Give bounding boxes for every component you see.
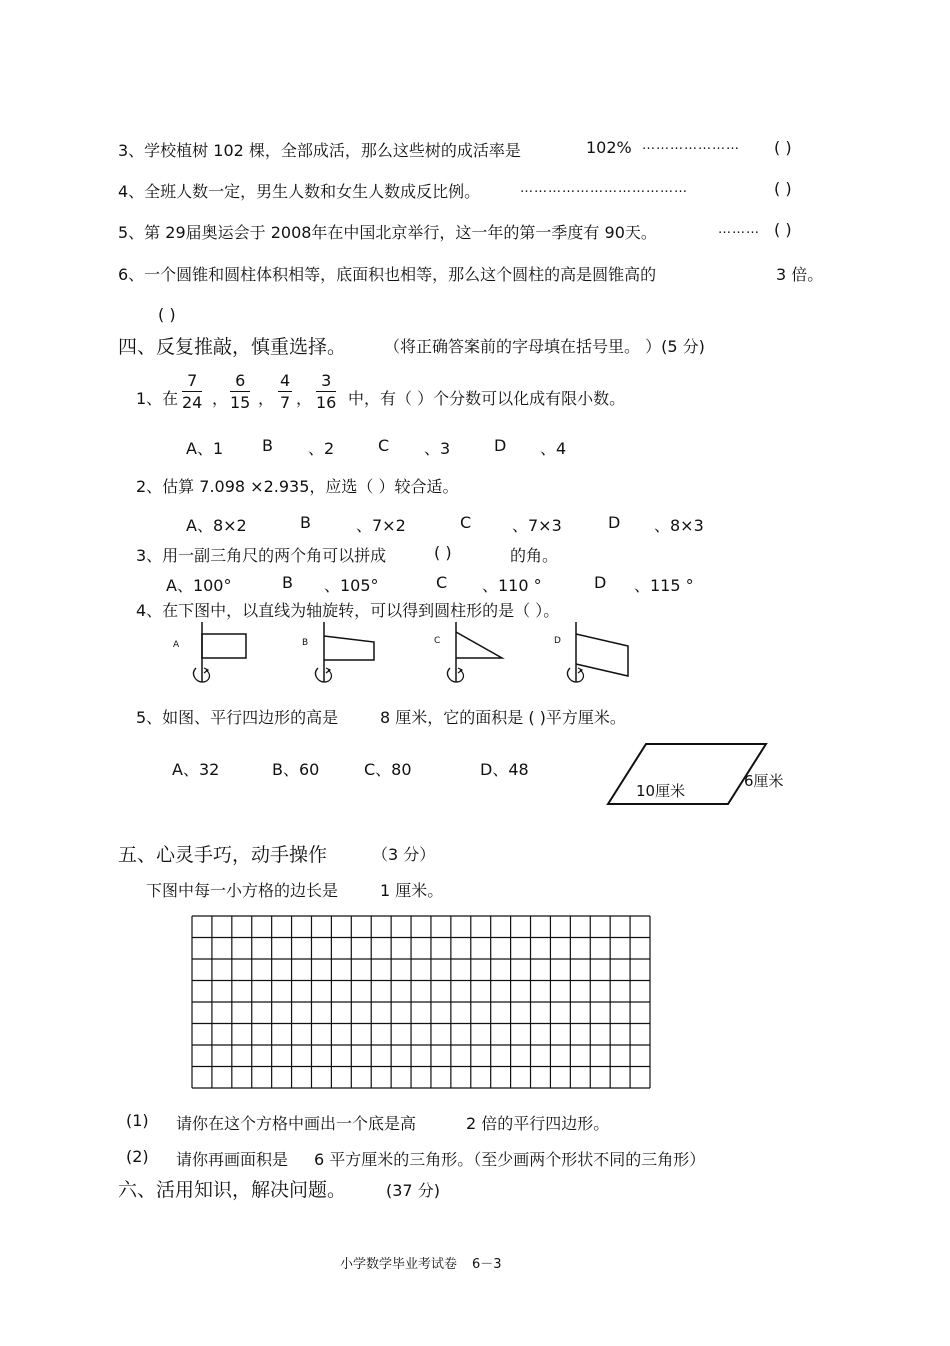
question-4-5-value: 8 厘米，它的面积是 ( )平方厘米。 [380,708,626,727]
figure-label: A [173,640,180,650]
square-grid[interactable] [191,915,651,1089]
option[interactable]: B [300,513,311,532]
task-1: 请你在这个方格中画出一个底是高 [176,1114,417,1133]
answer-paren[interactable]: ( ) [774,179,792,198]
section-title-4: 四、反复推敲，慎重选择。 [118,336,347,358]
question-3-3-value: 102% [586,138,632,157]
option[interactable]: 、115 ° [634,576,694,595]
denominator: 24 [182,393,203,412]
figure-d-parallelogram [564,620,644,690]
option[interactable]: B [262,436,273,455]
option[interactable]: 、110 ° [482,576,542,595]
separator: ， [258,389,275,408]
option[interactable]: D [608,513,621,532]
question-4-3-suffix: 的角。 [510,546,559,565]
figure-a-rectangle [190,620,260,690]
option[interactable]: 、4 [540,439,567,458]
option[interactable]: 、7×2 [356,516,406,535]
answer-paren[interactable]: ( ) [158,305,176,324]
base-label: 10厘米 [636,782,686,800]
answer-paren[interactable]: ( ) [774,220,792,239]
question-3-6-value: 3 倍。 [776,265,824,284]
option[interactable]: D [594,573,607,592]
fraction [278,373,292,411]
fraction [182,373,202,411]
section-score-6: (37 分) [386,1181,440,1200]
question-3-6: 6、一个圆锥和圆柱体积相等，底面积也相等，那么这个圆柱的高是圆锥高的 [118,265,657,284]
leader-dots: ……………………………… [520,181,688,196]
separator: ， [296,389,313,408]
figure-label: B [302,638,309,648]
footer-title: 小学数学毕业考试卷 [340,1257,458,1272]
section-note-4: （将正确答案前的字母填在括号里。 ）(5 分) [384,337,705,356]
task-number: (2) [126,1147,149,1166]
question-4-4: 4、在下图中，以直线为轴旋转，可以得到圆柱形的是（ ）。 [136,601,560,620]
option[interactable]: C [436,573,448,592]
question-4-3: 3、用一副三角尺的两个角可以拼成 [136,546,387,565]
figure-label: C [434,636,441,646]
leader-dots: ………………… [642,138,740,153]
answer-paren[interactable]: ( ) [774,138,792,157]
figure-label: D [554,636,561,646]
option[interactable]: C [378,436,390,455]
option[interactable]: B [282,573,293,592]
option[interactable]: 、105° [324,576,379,595]
option[interactable]: 、3 [424,439,451,458]
option[interactable]: D、48 [480,760,529,779]
question-4-5: 5、如图、平行四边形的高是 [136,708,339,727]
numerator: 3 [321,371,332,390]
fraction [316,373,336,411]
question-4-1-suffix: 中，有（ ）个分数可以化成有限小数。 [348,389,626,408]
denominator: 15 [230,393,251,412]
leader-dots: ……… [718,222,760,237]
fraction [230,373,250,411]
figure-b-trapezoid [312,620,392,690]
grid-intro: 下图中每一小方格的边长是 [146,881,339,900]
question-3-3 [118,138,521,161]
question-3-4: 4、全班人数一定，男生人数和女生人数成反比例。 [118,182,481,201]
figure-c-triangle [444,620,514,690]
section-title-6: 六、活用知识，解决问题。 [118,1179,347,1201]
denominator: 16 [316,393,337,412]
side-label: 6厘米 [744,772,784,790]
question-4-2: 2、估算 7.098 ×2.935，应选（ ）较合适。 [136,477,459,496]
task-2-value: 6 平方厘米的三角形。（至少画两个形状不同的三角形） [314,1150,706,1169]
option[interactable]: A、8×2 [186,516,247,535]
section-score-5: （3 分） [372,845,436,864]
option[interactable]: 、2 [308,439,335,458]
question-4-1-prefix: 1、在 [136,389,179,408]
option[interactable]: B、60 [272,760,320,779]
task-2: 请你再画面积是 [176,1150,289,1169]
option[interactable]: 、8×3 [654,516,704,535]
task-number: (1) [126,1111,149,1130]
page-number: 6－3 [472,1257,502,1272]
numerator: 4 [280,371,291,390]
option[interactable]: A、1 [186,439,224,458]
grid-intro-value: 1 厘米。 [380,881,444,900]
task-1-value: 2 倍的平行四边形。 [466,1114,610,1133]
question-3-5: 5、第 29届奥运会于 2008年在中国北京举行，这一年的第一季度有 90天。 [118,223,657,242]
numerator: 7 [187,371,198,390]
numerator: 6 [235,371,246,390]
option[interactable]: C [460,513,472,532]
option[interactable]: A、100° [166,576,232,595]
option[interactable]: D [494,436,507,455]
option[interactable]: C、80 [364,760,412,779]
separator: ， [212,389,229,408]
answer-paren[interactable]: ( ) [434,543,452,562]
option[interactable]: 、7×3 [512,516,562,535]
option[interactable]: A、32 [172,760,220,779]
denominator: 7 [280,393,291,412]
question-text: 3、学校植树 102 棵，全部成活，那么这些树的成活率是 [118,141,521,160]
section-title-5: 五、心灵手巧，动手操作 [118,844,328,866]
